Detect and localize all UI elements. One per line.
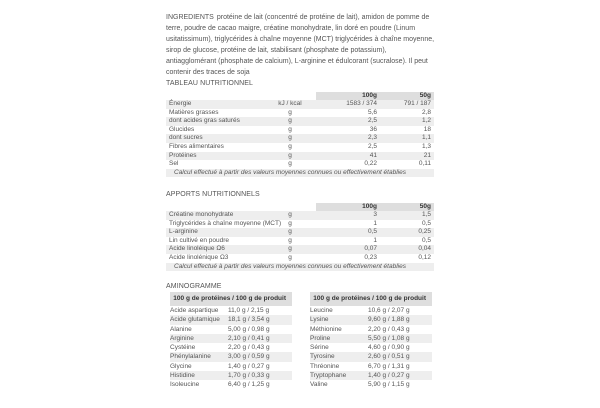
list-item: Acide aspartique 11,0 g / 2,15 g xyxy=(170,307,270,314)
ingredients-paragraph xyxy=(166,12,436,78)
table-row: dont acides gras saturés g 2,5 1,2 xyxy=(166,117,434,126)
table-row: Énergie kJ / kcal 1583 / 374 791 / 187 xyxy=(166,100,434,109)
ingredients-text: protéine de lait (concentré de protéine de lait), amidon de pomme de terre, poudre de cacao maigre, créatine monohydrate, lin doré en poudre (Linum usitatissimum), triglycérides à chaîne moyenne (MCT) triglycérides à chaîne moyenne, sirop de glucose, protéine de lait, stabilisant (phosphate de potassium), antiagglomérant (phosphate de calcium), L-arginine et édulcorant (sucralose). Il peut contenir des traces de soja xyxy=(166,14,435,76)
table-row: dont sucres g 2,3 1,1 xyxy=(166,134,434,143)
nutrition-title: TABLEAU NUTRITIONNEL xyxy=(166,80,254,87)
list-item: Thréonine 6,70 g / 1,31 g xyxy=(310,362,410,370)
aminogram-left-column xyxy=(170,292,292,390)
list-item: Glycine 1,40 g / 0,27 g xyxy=(170,362,270,370)
list-item: Arginine 2,10 g / 0,41 g xyxy=(170,334,292,343)
aminogram-title: AMINOGRAMME xyxy=(166,283,222,290)
list-item: Alanine 5,00 g / 0,98 g xyxy=(170,325,270,333)
aminogram-right-header: 100 g de protéines / 100 g de produit xyxy=(310,292,432,306)
table-row: Acide linoléique Ω6 g 0,07 0,04 xyxy=(166,245,434,254)
table-row: Lin cultivé en poudre g 1 0,5 xyxy=(169,236,431,244)
table-row: Protéines g 41 21 xyxy=(166,152,434,161)
list-item: Phénylalanine 3,00 g / 0,59 g xyxy=(170,352,292,361)
apports-header-50g: 50g xyxy=(380,203,434,211)
table-note-row xyxy=(166,169,434,178)
apports-header-100g: 100g xyxy=(316,203,380,211)
list-item: Lysine 9,60 g / 1,88 g xyxy=(310,315,432,324)
apports-header-blank xyxy=(166,203,264,211)
nutrition-header-100g: 100g xyxy=(316,92,380,100)
list-item: Valine 5,90 g / 1,15 g xyxy=(310,381,410,389)
nutrition-header-row xyxy=(166,92,434,100)
table-row: Glucides g 36 18 xyxy=(169,125,431,133)
table-row: Créatine monohydrate g 3 1,5 xyxy=(166,211,434,220)
list-item: Tryptophane 1,40 g / 0,27 g xyxy=(310,371,432,380)
list-item: Leucine 10,6 g / 2,07 g xyxy=(310,307,410,314)
apports-header-row xyxy=(166,203,434,211)
ingredients-label: INGREDIENTS xyxy=(166,14,214,21)
nutrition-header-50g: 50g xyxy=(380,92,434,100)
table-row: Sel g 0,22 0,11 xyxy=(169,160,431,168)
table-row: Fibres alimentaires g 2,5 1,3 xyxy=(169,142,431,150)
table-row: Acide linolénique Ω3 g 0,23 0,12 xyxy=(169,253,431,261)
apports-header-unit xyxy=(264,203,316,211)
list-item: Histidine 1,70 g / 0,33 g xyxy=(170,371,292,380)
aminogram-left-header: 100 g de protéines / 100 g de produit xyxy=(170,292,292,306)
apports-table xyxy=(166,203,434,271)
nutrition-table xyxy=(166,92,434,177)
aminogram-table xyxy=(166,292,434,402)
list-item: Isoleucine 6,40 g / 1,25 g xyxy=(170,381,270,389)
list-item: Sérine 4,60 g / 0,90 g xyxy=(310,344,410,352)
list-item: Acide glutamique 18,1 g / 3,54 g xyxy=(170,315,292,324)
list-item: Tyrosine 2,60 g / 0,51 g xyxy=(310,352,432,361)
apports-note: Calcul effectué à partir des valeurs moyennes connues ou effectivement établies xyxy=(166,263,434,272)
list-item: Méthionine 2,20 g / 0,43 g xyxy=(310,325,410,333)
table-row: Matières grasses g 5,6 2,8 xyxy=(169,108,431,116)
list-item: Cystéine 2,20 g / 0,43 g xyxy=(170,344,270,352)
aminogram-right-column xyxy=(310,292,432,390)
table-row: L-arginine g 0,5 0,25 xyxy=(166,228,434,237)
nutrition-note: Calcul effectué à partir des valeurs moyennes connues ou effectivement établies xyxy=(166,169,434,178)
nutrition-header-blank xyxy=(166,92,264,100)
nutrition-header-unit xyxy=(264,92,316,100)
table-row: Triglycérides à chaîne moyenne (MCT) g 1 0,5 xyxy=(169,219,431,227)
apports-title: APPORTS NUTRITIONNELS xyxy=(166,191,260,198)
table-note-row xyxy=(166,263,434,272)
list-item: Proline 5,50 g / 1,08 g xyxy=(310,334,432,343)
